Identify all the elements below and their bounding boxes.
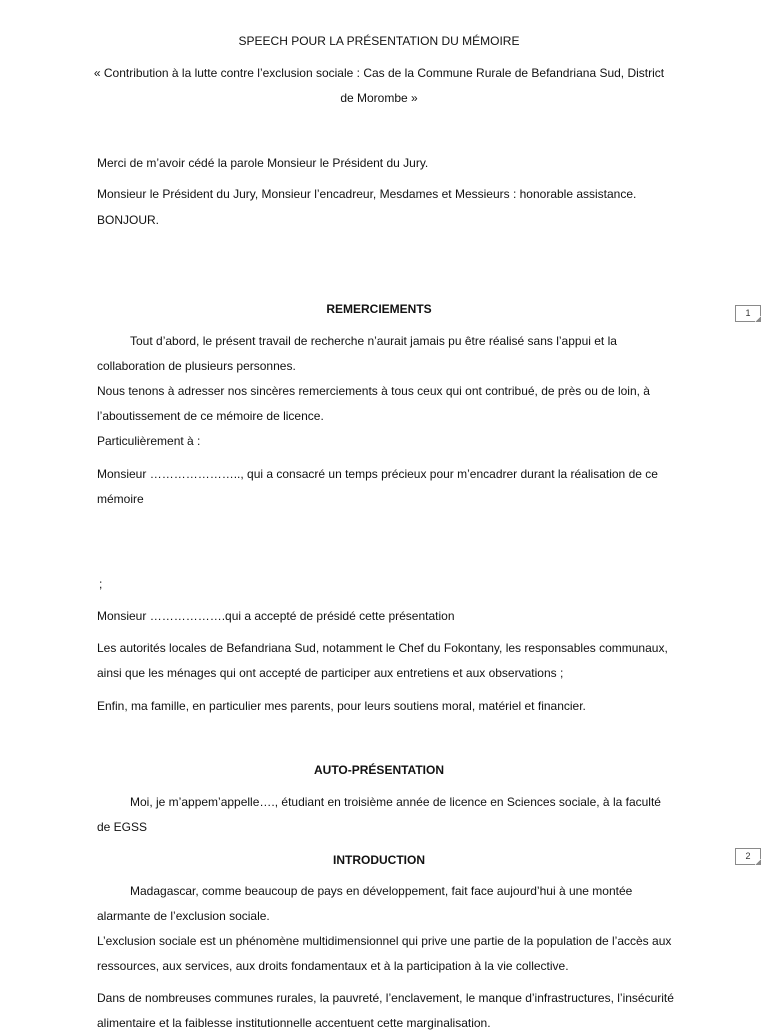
- auto-presentation-paragraph: Moi, je m’appem’appelle…., étudiant en troisième année de licence en Sciences sociale, à la faculté de EGSS: [97, 795, 661, 834]
- remerciements-paragraph-1: Tout d’abord, le présent travail de recherche n’aurait jamais pu être réalisé sans l’appui et la collaboration de plusieurs personnes.: [97, 334, 617, 373]
- page-marker-2: 2: [735, 848, 761, 865]
- page-marker-1: 1: [735, 305, 761, 322]
- remerciements-paragraph-6: Les autorités locales de Befandriana Sud, notamment le Chef du Fokontany, les responsables communaux, ainsi que les ménages qui ont accepté de participer aux entretiens et aux observations ;: [97, 641, 668, 680]
- introduction-paragraph-3: Dans de nombreuses communes rurales, la pauvreté, l’enclavement, le manque d’infrastructures, l’insécurité alimentaire et la faiblesse institutionnelle accentuent cette marginalisation.: [97, 991, 674, 1030]
- auto-presentation-heading: AUTO-PRÉSENTATION: [313, 763, 444, 777]
- remerciements-paragraph-5: Monsieur ……………….qui a accepté de présidé cette présentation: [97, 609, 455, 623]
- opening-line-2: Monsieur le Président du Jury, Monsieur l’encadreur, Mesdames et Messieurs : honorable assistance.: [97, 187, 637, 201]
- remerciements-paragraph-3: Particulièrement à :: [97, 434, 201, 448]
- introduction-paragraph-2: L’exclusion sociale est un phénomène multidimensionnel qui prive une partie de la population de l’accès aux ressources, aux services, aux droits fondamentaux et à la participation à la vie collective.: [97, 934, 672, 973]
- opening-line-3: BONJOUR.: [97, 213, 160, 227]
- remerciements-semicolon: ;: [99, 577, 103, 591]
- introduction-heading: INTRODUCTION: [333, 853, 425, 867]
- remerciements-paragraph-4: Monsieur ………………….., qui a consacré un temps précieux pour m’encadrer durant la réalisation de ce mémoire: [97, 467, 658, 506]
- remerciements-heading: REMERCIEMENTS: [326, 302, 432, 316]
- introduction-paragraph-1: Madagascar, comme beaucoup de pays en développement, fait face aujourd’hui à une montée alarmante de l’exclusion sociale.: [97, 884, 633, 923]
- document-subtitle-line-1: « Contribution à la lutte contre l’exclusion sociale : Cas de la Commune Rurale de Befandriana Sud, District: [93, 66, 665, 80]
- document-title: SPEECH POUR LA PRÉSENTATION DU MÉMOIRE: [238, 34, 520, 48]
- opening-line-1: Merci de m’avoir cédé la parole Monsieur le Président du Jury.: [97, 156, 429, 170]
- document-subtitle-line-2: de Morombe »: [340, 91, 418, 105]
- remerciements-paragraph-7: Enfin, ma famille, en particulier mes parents, pour leurs soutiens moral, matériel et financier.: [97, 699, 586, 713]
- remerciements-paragraph-2: Nous tenons à adresser nos sincères remerciements à tous ceux qui ont contribué, de près ou de loin, à l’aboutissement de ce mémoire de licence.: [97, 384, 650, 423]
